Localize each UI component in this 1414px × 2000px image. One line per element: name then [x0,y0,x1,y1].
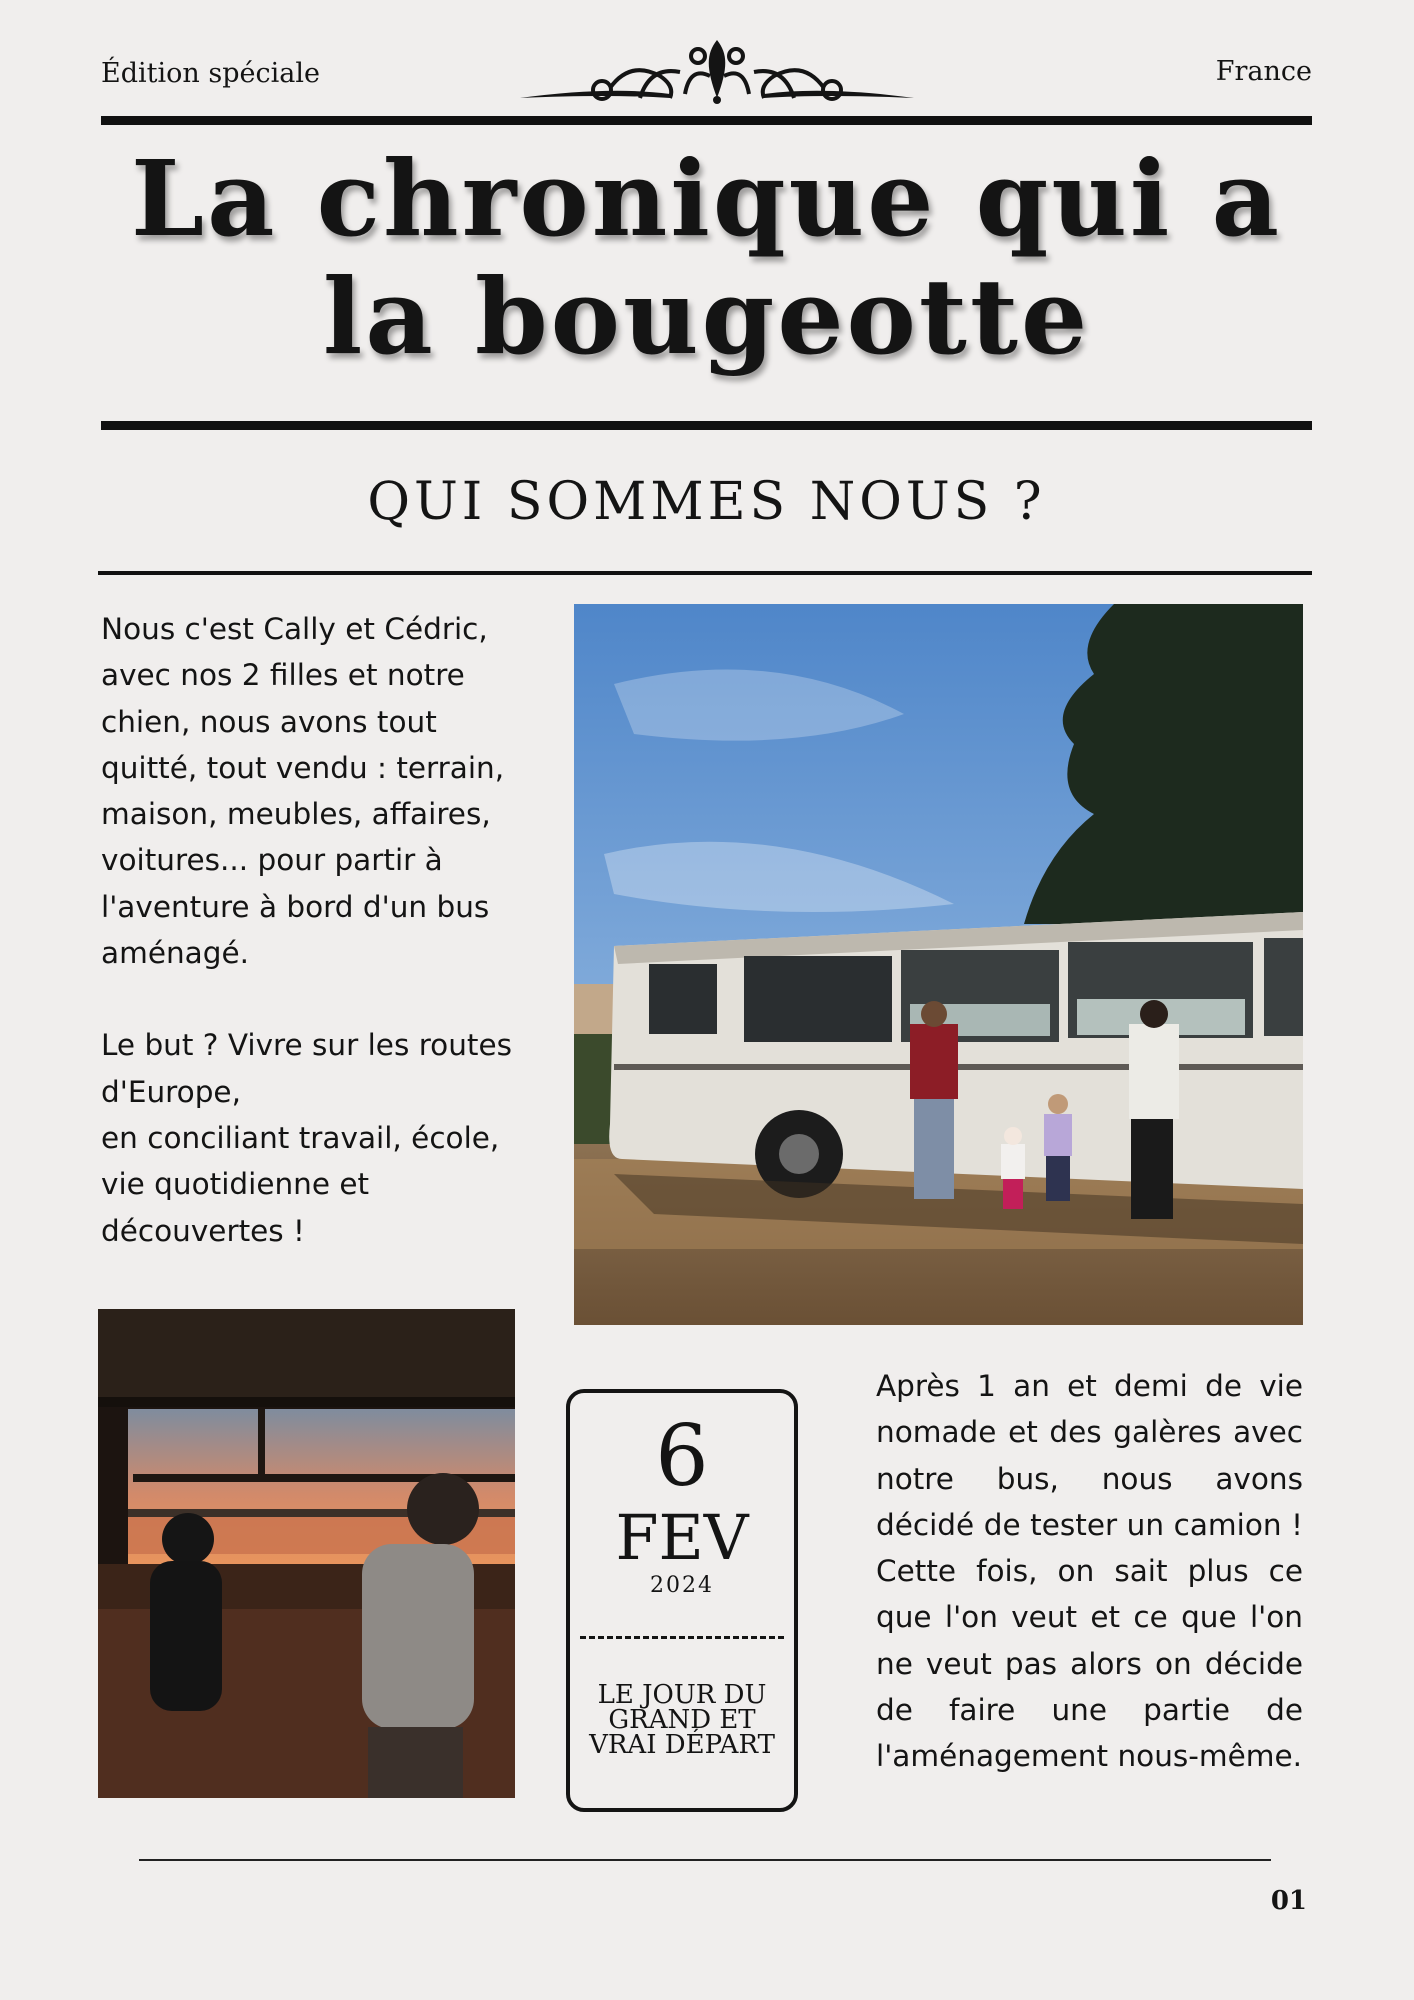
intro-paragraph-2-line-2: en conciliant travail, école, vie quotidienne et découvertes ! [101,1120,500,1248]
top-rule [101,116,1312,125]
headline-line-1: La chronique qui a [130,137,1283,260]
bus-family-photo [574,604,1303,1325]
story-paragraph: Après 1 an et demi de vie nomade et des galères avec notre bus, nous avons décidé de tester un camion ! Cette fois, on sait plus ce que l'on veut et ce que l'on ne veut pas alors on décide de faire une partie de l'aménagement nous-même. [876,1369,1303,1774]
ornament-icon [520,36,914,106]
footer-rule [139,1859,1271,1861]
intro-text [101,606,531,1254]
page-number: 01 [1270,1886,1307,1916]
section-title: QUI SOMMES NOUS ? [367,472,1046,532]
date-divider [580,1636,784,1639]
intro-paragraph-2 [101,1022,531,1253]
date-year: 2024 [650,1573,714,1598]
date-month: FEV [615,1501,749,1574]
headline-rule [101,421,1312,430]
date-card [566,1389,798,1812]
intro-paragraph-1: Nous c'est Cally et Cédric, avec nos 2 filles et notre chien, nous avons tout quitté, tout vendu : terrain, maison, meubles, affaires, voitures... pour partir à l'aventure à bord d'un bus aménagé. [101,612,505,971]
edition-label: Édition spéciale [101,58,320,89]
story-text [876,1363,1303,1780]
country-label: France [1215,56,1312,87]
date-caption: LE JOUR DU GRAND ET VRAI DÉPART [589,1680,775,1760]
headline [101,137,1312,378]
window-children-photo [98,1309,515,1798]
date-day: 6 [655,1407,709,1505]
headline-line-2: la bougeotte [322,255,1091,378]
intro-paragraph-2-line-1: Le but ? Vivre sur les routes d'Europe, [101,1028,513,1109]
section-rule [98,571,1312,575]
